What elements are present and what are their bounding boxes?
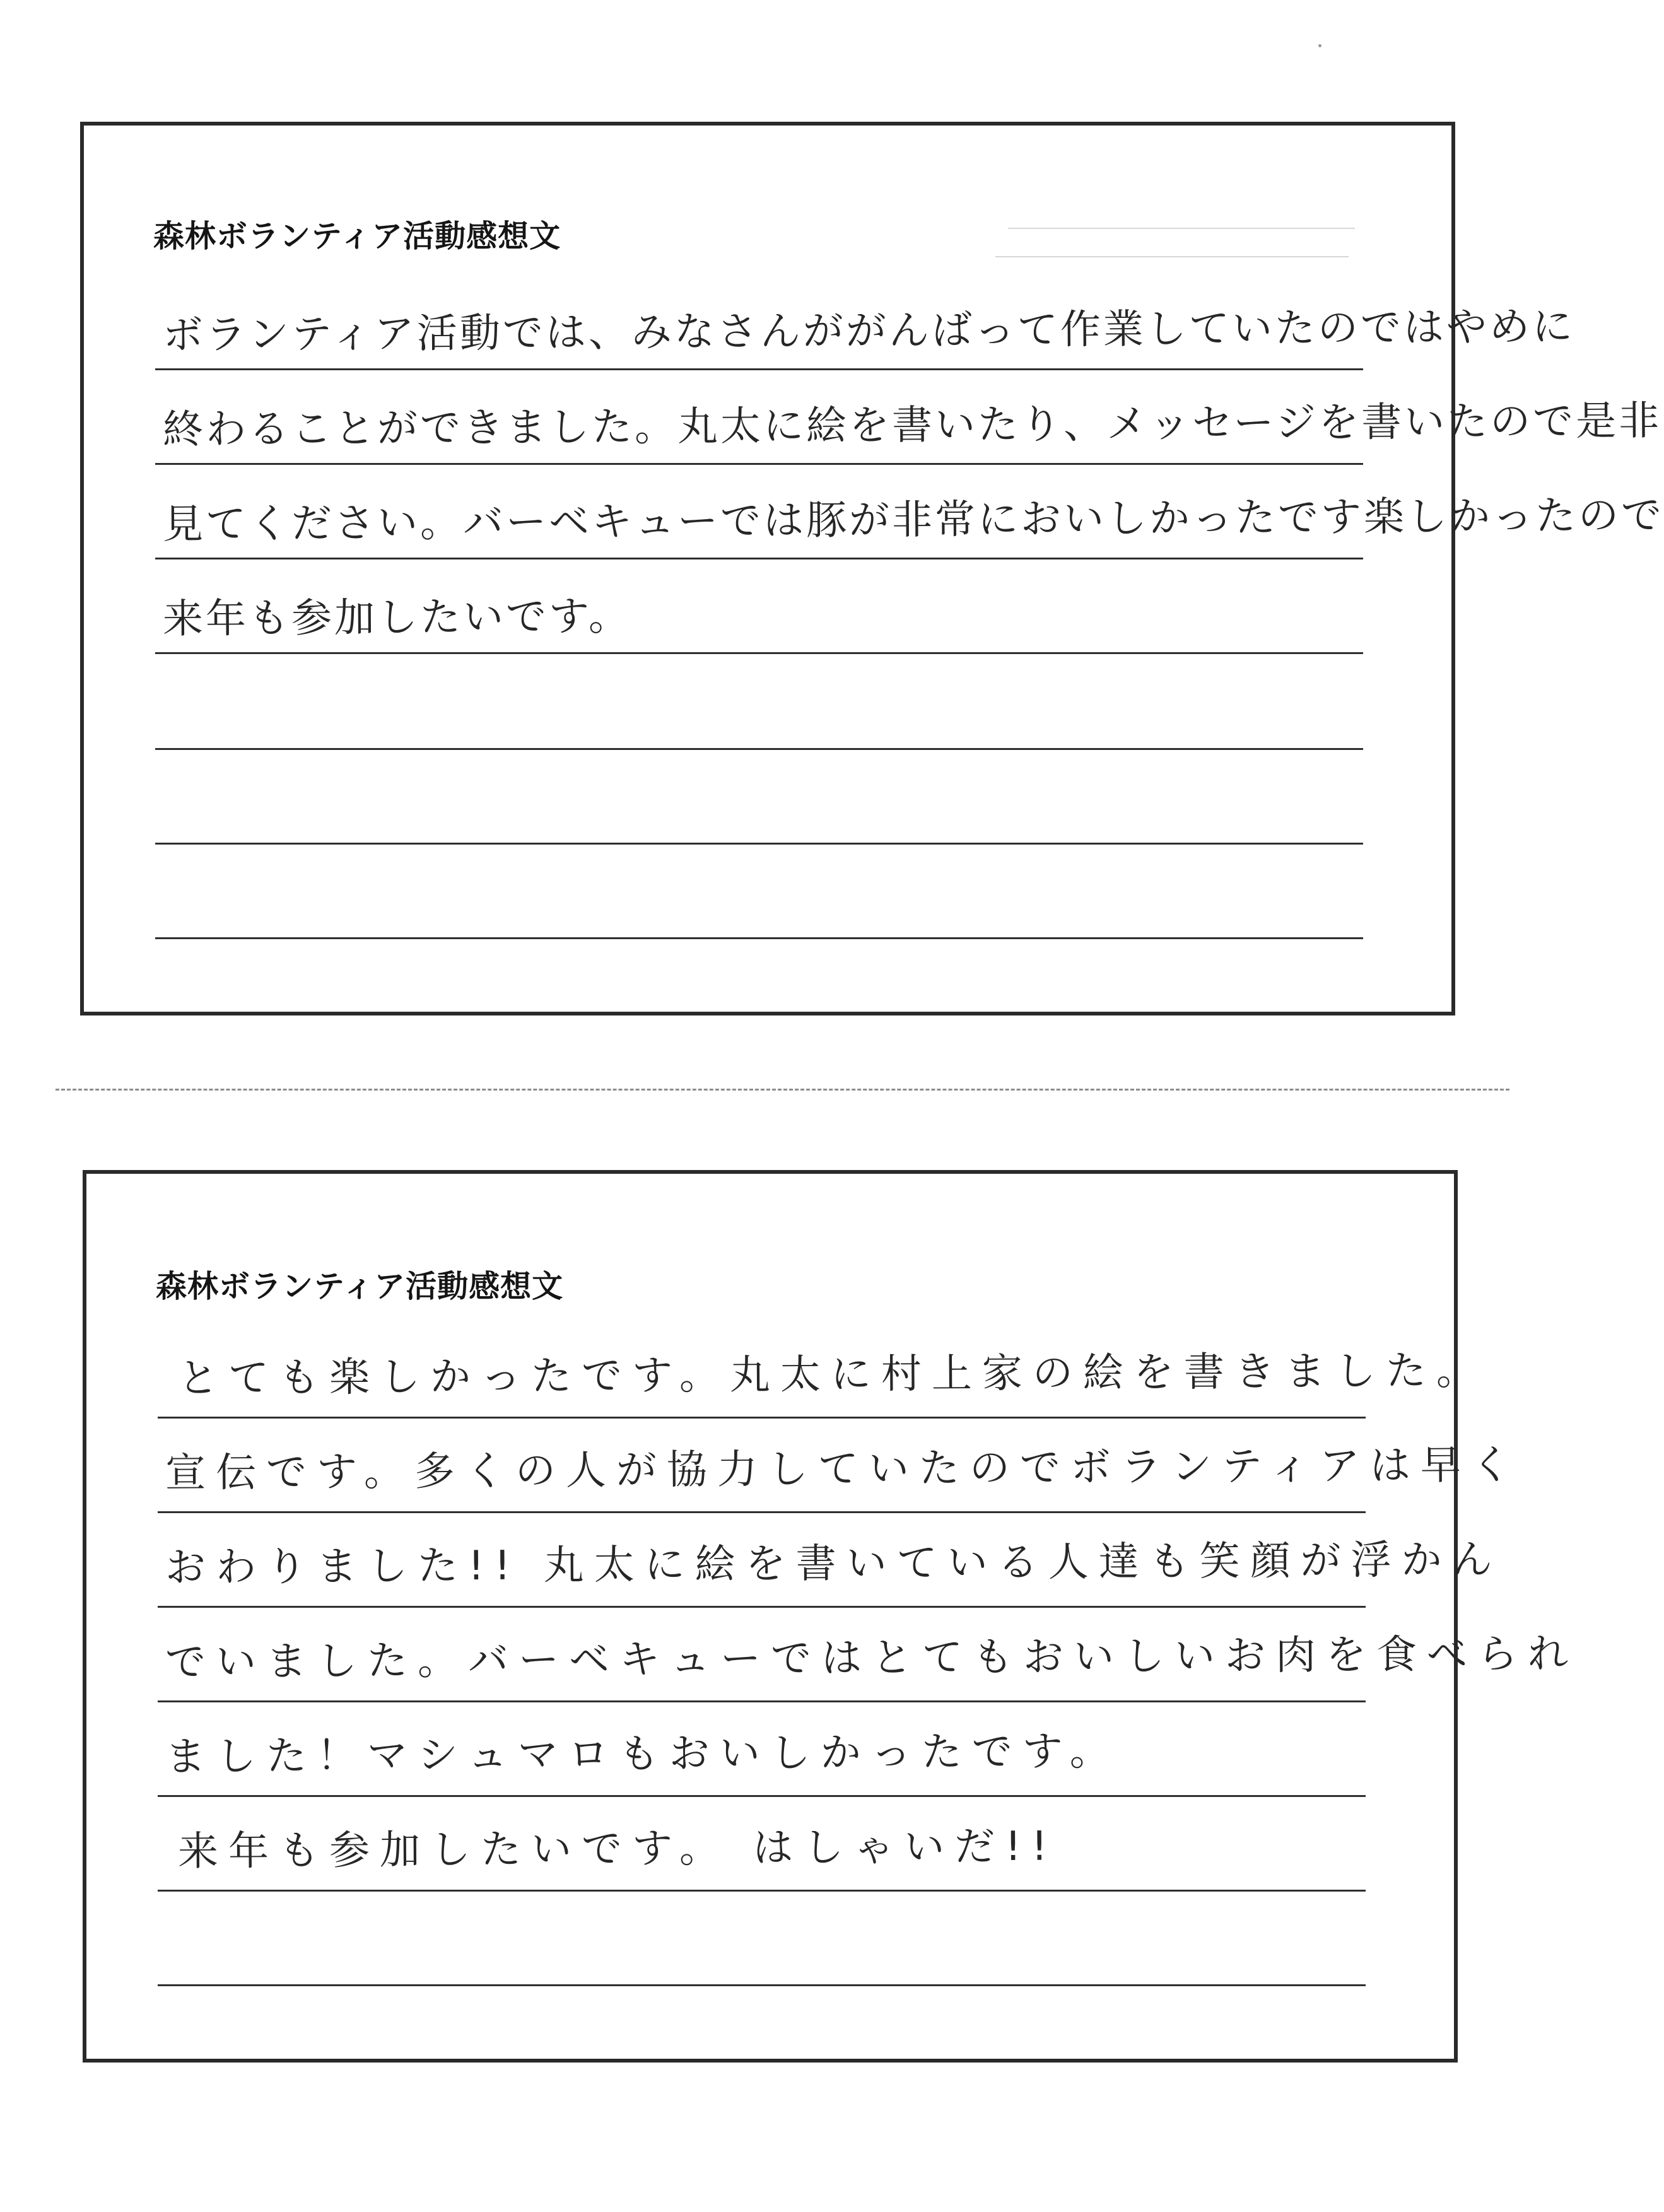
writing-rule-3	[158, 1606, 1366, 1608]
handwritten-line-4: 来年も参加したいです。	[162, 593, 632, 643]
handwritten-line-3: 見てください。バーベキューでは豚が非常においしかったです楽しかったので	[162, 492, 1664, 548]
card-title: 森林ボランティア活動感想文	[156, 1268, 564, 1304]
handwritten-line-2: 宣伝です。多くの人が協力していたのでボランティアは早く	[165, 1441, 1521, 1497]
writing-rule-4	[158, 1700, 1366, 1702]
handwritten-line-6	[163, 768, 1362, 845]
writing-rule-1	[155, 368, 1363, 370]
writing-rule-2	[155, 463, 1363, 465]
writing-rule-7	[155, 937, 1363, 939]
writing-rule-5	[155, 748, 1363, 750]
cut-line-divider	[56, 1089, 1509, 1091]
faint-scan-line	[995, 256, 1349, 257]
handwritten-line-4: でいました。バーベキューではとてもおいしいお肉を食べられ	[165, 1630, 1579, 1686]
writing-rule-6	[155, 843, 1363, 845]
handwritten-line-5	[163, 673, 1362, 750]
writing-rule-5	[158, 1795, 1366, 1797]
writing-rule-2	[158, 1511, 1366, 1513]
handwritten-line-7	[165, 1904, 1364, 1981]
scan-speck	[1318, 44, 1321, 47]
handwritten-line-3: おわりました!! 丸太に絵を書いている人達も笑顔が浮かん	[165, 1536, 1503, 1591]
faint-scan-line	[1008, 228, 1355, 229]
writing-rule-4	[155, 652, 1363, 654]
handwritten-line-5: ました！マシュマロもおいしかったです。	[165, 1728, 1120, 1781]
handwritten-line-6: 来年も参加したいです。 はしゃいだ!!	[177, 1823, 1058, 1875]
handwritten-line-2: 終わることができました。丸太に絵を書いたり、メッセージを書いたので是非	[162, 397, 1662, 454]
writing-rule-1	[158, 1417, 1366, 1419]
card-title: 森林ボランティア活動感想文	[153, 218, 561, 254]
handwritten-line-1: とても楽しかったです。丸太に村上家の絵を書きました。	[177, 1347, 1487, 1402]
essay-card-2	[83, 1170, 1579, 2063]
writing-rule-6	[158, 1890, 1366, 1892]
writing-rule-7	[158, 1984, 1366, 1986]
handwritten-line-1: ボランティア活動では、みなさんががんばって作業していたのではやめに	[162, 303, 1576, 359]
essay-card-1	[80, 122, 1664, 1015]
handwritten-line-7	[163, 862, 1362, 939]
writing-rule-3	[155, 558, 1363, 559]
